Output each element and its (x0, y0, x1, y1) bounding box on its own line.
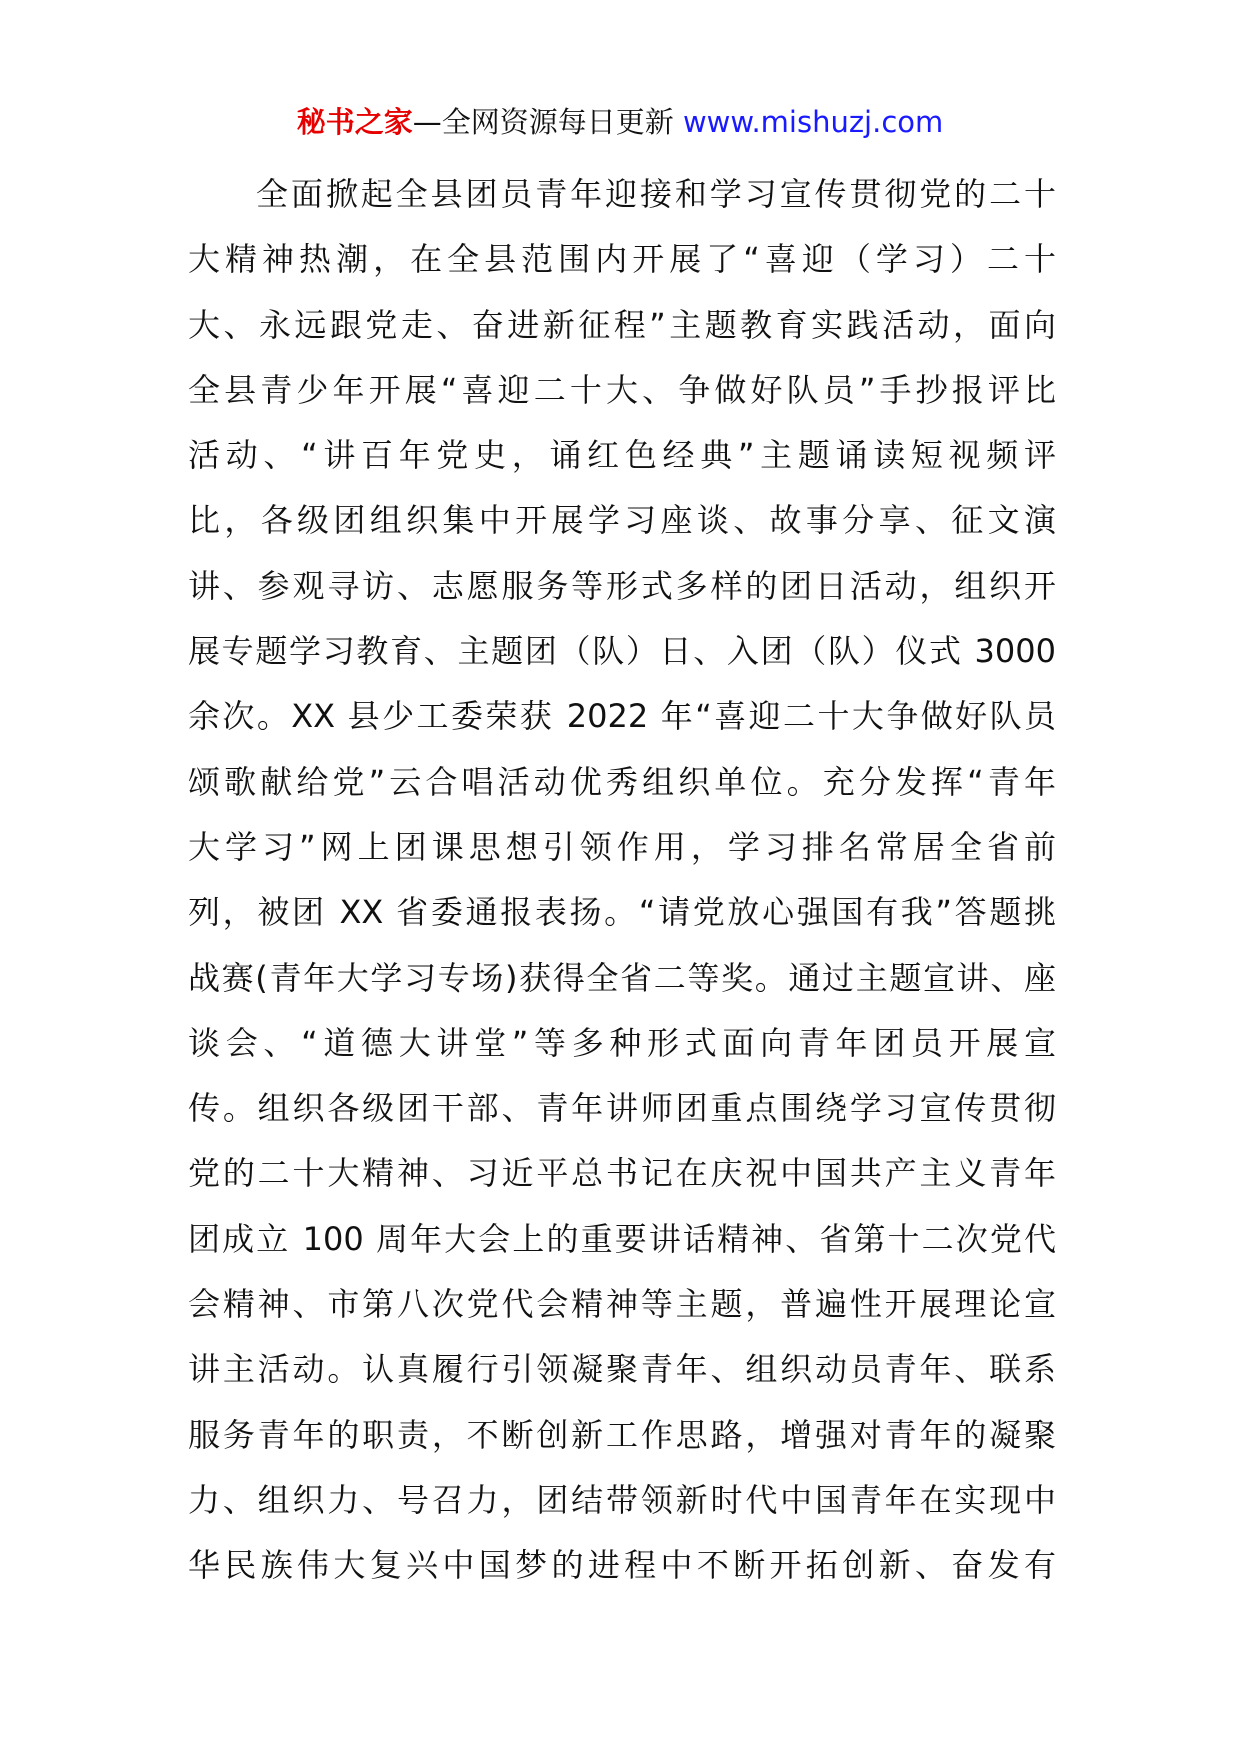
header-site-link[interactable]: www.mishuzj.com (682, 105, 944, 139)
text-line: 会精神、市第八次党代会精神等主题，普遍性开展理论宣 (188, 1285, 1056, 1324)
text-line: 列，被团 XX 省委通报表扬。“请党放心强国有我”答题挑 (188, 893, 1056, 932)
text-line: 团成立 100 周年大会上的重要讲话精神、省第十二次党代 (188, 1219, 1056, 1258)
text-line: 大精神热潮，在全县范围内开展了“喜迎（学习）二十 (188, 240, 1056, 279)
header-brand: 秘书之家 (296, 105, 413, 139)
text-line: 大、永远跟党走、奋进新征程”主题教育实践活动，面向 (188, 305, 1056, 344)
text-line: 颂歌献给党”云合唱活动优秀组织单位。充分发挥“青年 (188, 762, 1056, 801)
text-line: 大学习”网上团课思想引领作用，学习排名常居全省前 (188, 827, 1056, 866)
header-tagline: —全网资源每日更新 (412, 105, 674, 139)
text-line: 力、组织力、号召力，团结带领新时代中国青年在实现中 (188, 1480, 1056, 1519)
text-line: 活动、“讲百年党史，诵红色经典”主题诵读短视频评 (188, 436, 1056, 475)
text-line: 战赛(青年大学习专场)获得全省二等奖。通过主题宣讲、座 (188, 958, 1056, 997)
body-paragraph (188, 162, 1056, 1599)
text-line: 全面掀起全县团员青年迎接和学习宣传贯彻党的二十 (256, 175, 1056, 213)
text-line: 展专题学习教育、主题团（队）日、入团（队）仪式 3000 (188, 632, 1056, 671)
text-line: 讲、参观寻访、志愿服务等形式多样的团日活动，组织开 (188, 566, 1056, 605)
text-line: 讲主活动。认真履行引领凝聚青年、组织动员青年、联系 (188, 1350, 1056, 1389)
text-line: 比，各级团组织集中开展学习座谈、故事分享、征文演 (188, 501, 1056, 540)
text-line: 华民族伟大复兴中国梦的进程中不断开拓创新、奋发有 (188, 1546, 1056, 1585)
text-line: 服务青年的职责，不断创新工作思路，增强对青年的凝聚 (188, 1415, 1056, 1454)
text-line: 全县青少年开展“喜迎二十大、争做好队员”手抄报评比 (188, 370, 1056, 409)
text-line: 余次。XX 县少工委荣获 2022 年“喜迎二十大争做好队员 (188, 697, 1056, 736)
text-line: 传。组织各级团干部、青年讲师团重点围绕学习宣传贯彻 (188, 1089, 1056, 1128)
text-line: 谈会、“道德大讲堂”等多种形式面向青年团员开展宣 (188, 1023, 1056, 1062)
page-header (0, 102, 1240, 142)
text-line: 党的二十大精神、习近平总书记在庆祝中国共产主义青年 (188, 1154, 1056, 1193)
